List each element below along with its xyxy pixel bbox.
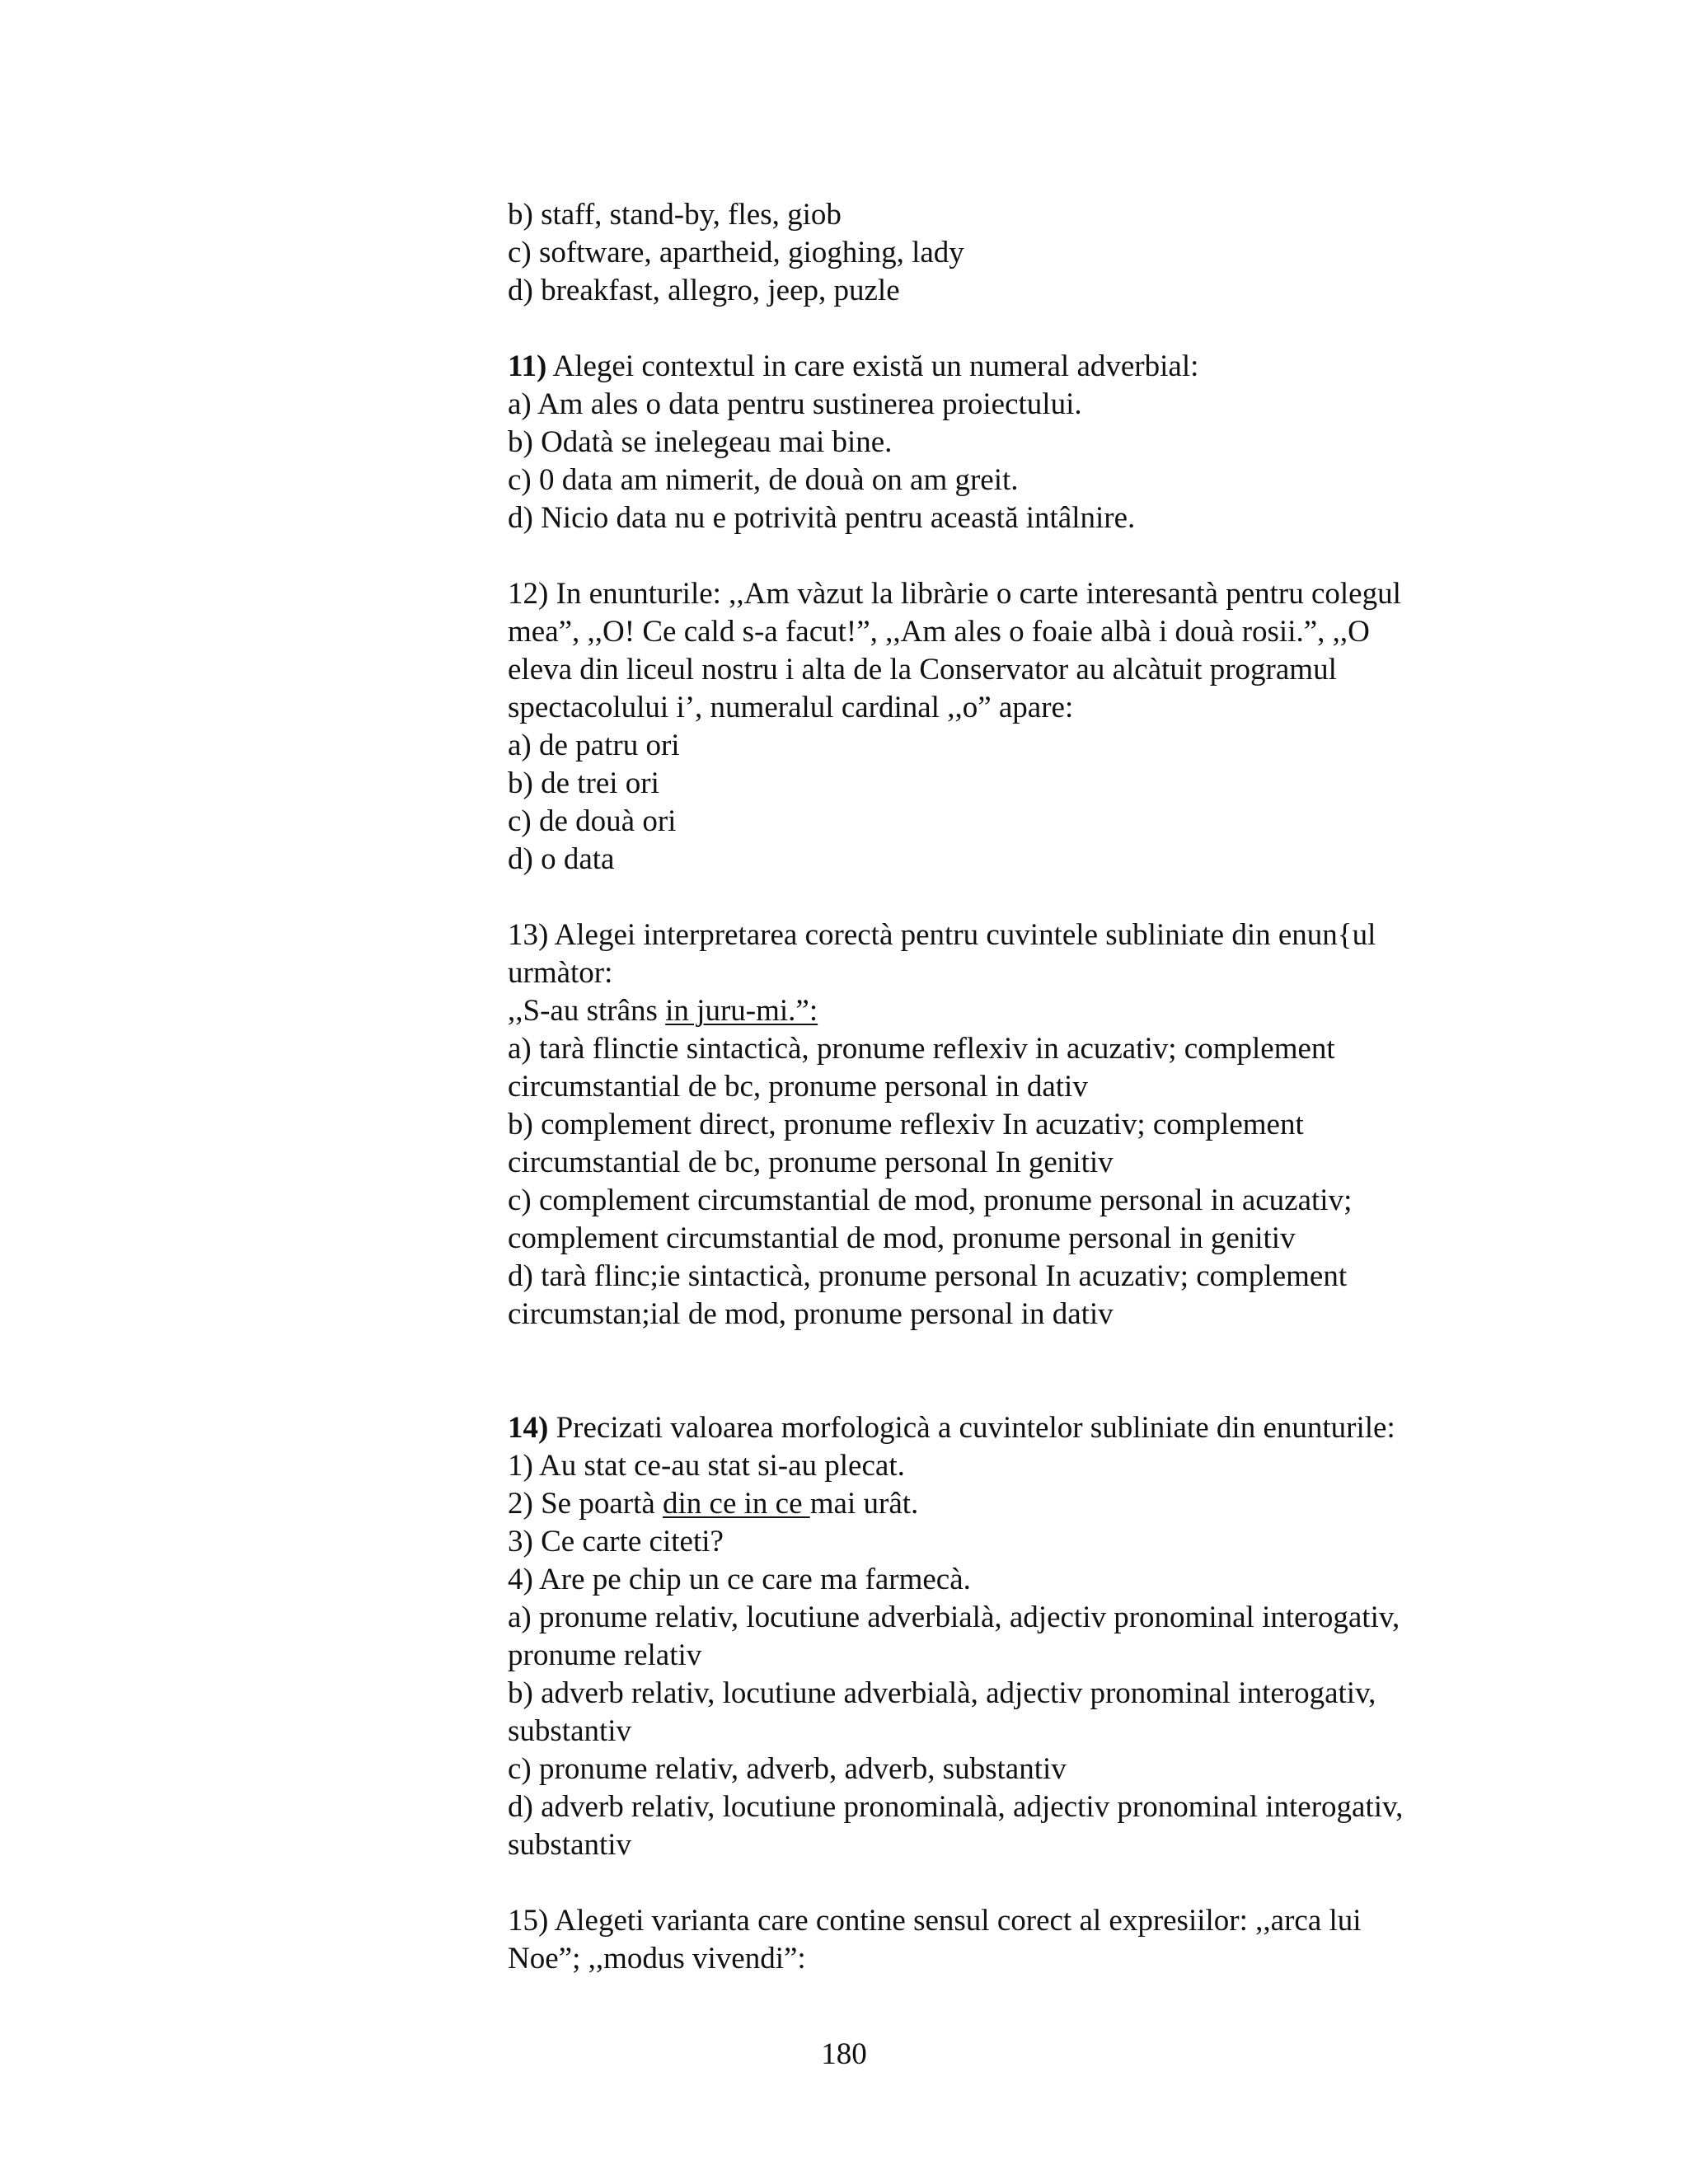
example-sentence: 1) Au stat ce-au stat si-au plecat. (508, 1449, 905, 1483)
option-line: substantiv (508, 1828, 632, 1862)
option-line: b) complement direct, pronume reflexiv In acuzativ; complement (508, 1108, 1304, 1141)
prev-question-options (508, 196, 1497, 310)
page-content (508, 196, 1497, 1978)
question-14 (508, 1409, 1497, 1864)
question-stem (508, 348, 1497, 386)
question-text: Precizati valoarea morfologicà a cuvintelor subliniate din enunturile: (548, 1411, 1395, 1445)
option-line: circumstantial de bc, pronume personal In genitiv (508, 1146, 1114, 1179)
option-line: b) adverb relativ, locutiune adverbialà, adjectiv pronominal interogativ, (508, 1676, 1376, 1710)
spacer (508, 879, 1497, 916)
option-line: c) pronume relativ, adverb, adverb, substantiv (508, 1752, 1067, 1786)
option-line: b) Odatà se inelegeau mai bine. (508, 425, 893, 459)
question-text-line: 13) Alegei interpretarea corectà pentru cuvintele subliniate din enun{ul (508, 918, 1376, 952)
option-line: c) 0 data am nimerit, de douà on am greit. (508, 463, 1019, 497)
question-stem (508, 1409, 1497, 1447)
option-line: b) de trei ori (508, 766, 659, 800)
example-sentence: 3) Ce carte citeti? (508, 1525, 724, 1558)
question-text: Alegei contextul in care există un numeral adverbial: (546, 349, 1199, 383)
option-line: pronume relativ (508, 1638, 702, 1672)
option-line: a) de patru ori (508, 729, 680, 762)
question-text-line: eleva din liceul nostru i alta de la Conservator au alcàtuit programul (508, 653, 1337, 687)
question-text-line: 15) Alegeti varianta care contine sensul corect al expresiilor: ,,arca lui (508, 1904, 1362, 1938)
option-line: d) Nicio data nu e potrività pentru această intâlnire. (508, 501, 1136, 535)
option-line: d) adverb relativ, locutiune pronominalà, adjectiv pronominal interogativ, (508, 1790, 1404, 1824)
quoted-sentence (508, 992, 1497, 1030)
sentence-suffix: mai urât. (809, 1487, 919, 1521)
spacer (508, 1864, 1497, 1902)
option-line: c) software, apartheid, gioghing, lady (508, 236, 964, 269)
question-text-line: Noe”; ,,modus vivendi”: (508, 1942, 806, 1975)
spacer (508, 310, 1497, 348)
option-line: a) tarà flinctie sintacticà, pronume reflexiv in acuzativ; complement (508, 1032, 1335, 1066)
page-number: 180 (821, 2037, 867, 2071)
option-line: b) staff, stand-by, fles, giob (508, 198, 842, 232)
question-number: 11) (508, 349, 547, 383)
example-sentence (508, 1485, 1497, 1523)
question-number: 14) (508, 1411, 549, 1445)
question-15 (508, 1902, 1497, 1978)
example-sentence: 4) Are pe chip un ce care ma farmecà. (508, 1563, 971, 1596)
option-line: a) Am ales o data pentru sustinerea proiectului. (508, 387, 1082, 421)
option-line: d) o data (508, 842, 615, 876)
question-text-line: 12) In enunturile: ,,Am vàzut la libràrie o carte interesantà pentru colegul (508, 577, 1401, 611)
question-text-line: urmàtor: (508, 956, 613, 990)
option-line: d) tarà flinc;ie sintacticà, pronume personal In acuzativ; complement (508, 1259, 1348, 1293)
option-line: c) complement circumstantial de mod, pronume personal in acuzativ; (508, 1183, 1353, 1217)
option-line: a) pronume relativ, locutiune adverbialà, adjectiv pronominal interogativ, (508, 1601, 1400, 1634)
spacer (508, 1333, 1497, 1409)
option-line: circumstan;ial de mod, pronume personal in dativ (508, 1297, 1114, 1331)
option-line: complement circumstantial de mod, pronume personal in genitiv (508, 1221, 1296, 1255)
quote-prefix: ,,S-au strâns (508, 994, 666, 1028)
sentence-prefix: 2) Se poartà (508, 1487, 663, 1521)
option-line: circumstantial de bc, pronume personal in dativ (508, 1070, 1088, 1104)
question-12 (508, 575, 1497, 879)
question-13 (508, 916, 1497, 1333)
underlined-words: in juru-mi.”: (665, 994, 818, 1028)
spacer (508, 537, 1497, 575)
option-line: c) de douà ori (508, 804, 677, 838)
option-line: d) breakfast, allegro, jeep, puzle (508, 274, 900, 307)
question-text-line: mea”, ,,O! Ce cald s-a facut!”, ,,Am ales o foaie albà i douà rosii.”, ,,O (508, 615, 1370, 649)
option-line: substantiv (508, 1714, 632, 1748)
underlined-words: din ce in ce (663, 1487, 810, 1521)
question-text-line: spectacolului i’, numeralul cardinal ,,o” apare: (508, 691, 1074, 724)
question-11 (508, 348, 1497, 537)
